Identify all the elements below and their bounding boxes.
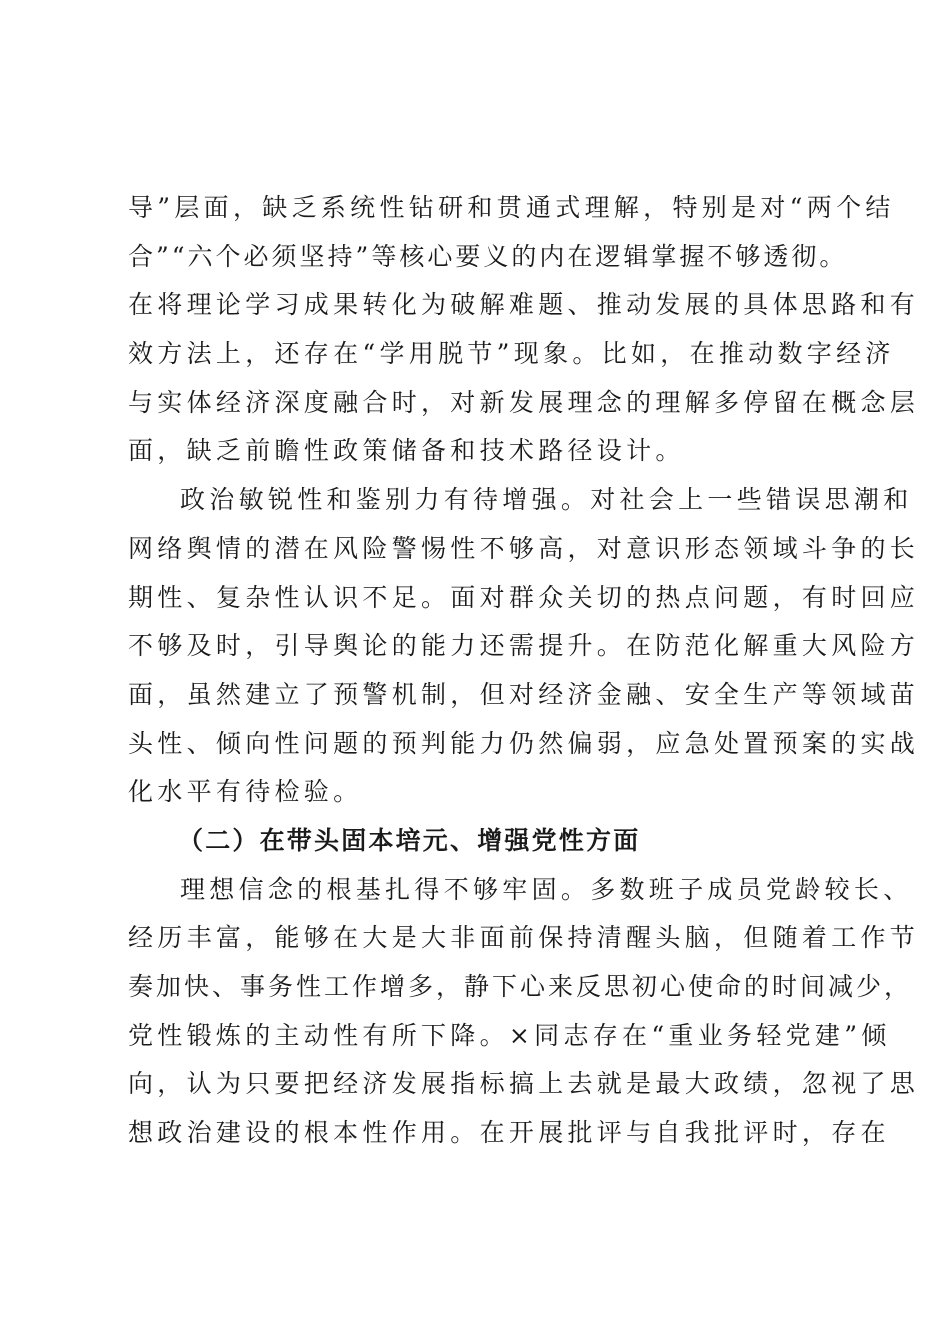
text-line: 经历丰富，能够在大是大非面前保持清醒头脑，但随着工作节 xyxy=(128,923,920,953)
paragraph-ideals-beliefs xyxy=(128,866,920,1158)
text-line: 导”层面，缺乏系统性钻研和贯通式理解，特别是对“两个结 xyxy=(128,193,895,222)
text-line: 不够及时，引导舆论的能力还需提升。在防范化解重大风险方 xyxy=(128,631,920,661)
section-heading-text: （二）在带头固本培元、增强党性方面 xyxy=(178,825,641,855)
text-line: 在将理论学习成果转化为破解难题、推动发展的具体思路和有 xyxy=(128,290,920,320)
text-line: 面，缺乏前瞻性政策储备和技术路径设计。 xyxy=(128,436,685,466)
section-heading xyxy=(128,817,844,866)
paragraph-theory-study xyxy=(128,184,920,476)
text-line: 与实体经济深度融合时，对新发展理念的理解多停留在概念层 xyxy=(128,387,920,417)
text-line: 效方法上，还存在“学用脱节”现象。比如，在推动数字经济 xyxy=(128,339,895,369)
text-line: 面，虽然建立了预警机制，但对经济金融、安全生产等领域苗 xyxy=(128,679,920,709)
text-line: 向，认为只要把经济发展指标搞上去就是最大政绩，忽视了思 xyxy=(128,1069,920,1099)
text-line: 想政治建设的根本性作用。在开展批评与自我批评时，存在 xyxy=(128,1118,890,1148)
text-line: 理想信念的根基扎得不够牢固。多数班子成员党龄较长、 xyxy=(180,874,913,904)
text-line: 化水平有待检验。 xyxy=(128,777,363,807)
text-line: 头性、倾向性问题的预判能力仍然偏弱，应急处置预案的实战 xyxy=(128,728,920,758)
text-line: 期性、复杂性认识不足。面对群众关切的热点问题，有时回应 xyxy=(128,582,920,612)
text-line: 政治敏锐性和鉴别力有待增强。对社会上一些错误思潮和 xyxy=(180,485,913,515)
document-page xyxy=(128,184,920,1158)
text-line: 奏加快、事务性工作增多，静下心来反思初心使命的时间减少， xyxy=(128,972,913,1001)
paragraph-political-sensitivity xyxy=(128,476,920,817)
text-line: 网络舆情的潜在风险警惕性不够高，对意识形态领域斗争的长 xyxy=(128,533,920,563)
text-line: 合”“六个必须坚持”等核心要义的内在逻辑掌握不够透彻。 xyxy=(128,241,848,271)
text-line: 党性锻炼的主动性有所下降。×同志存在“重业务轻党建”倾 xyxy=(128,1020,891,1050)
